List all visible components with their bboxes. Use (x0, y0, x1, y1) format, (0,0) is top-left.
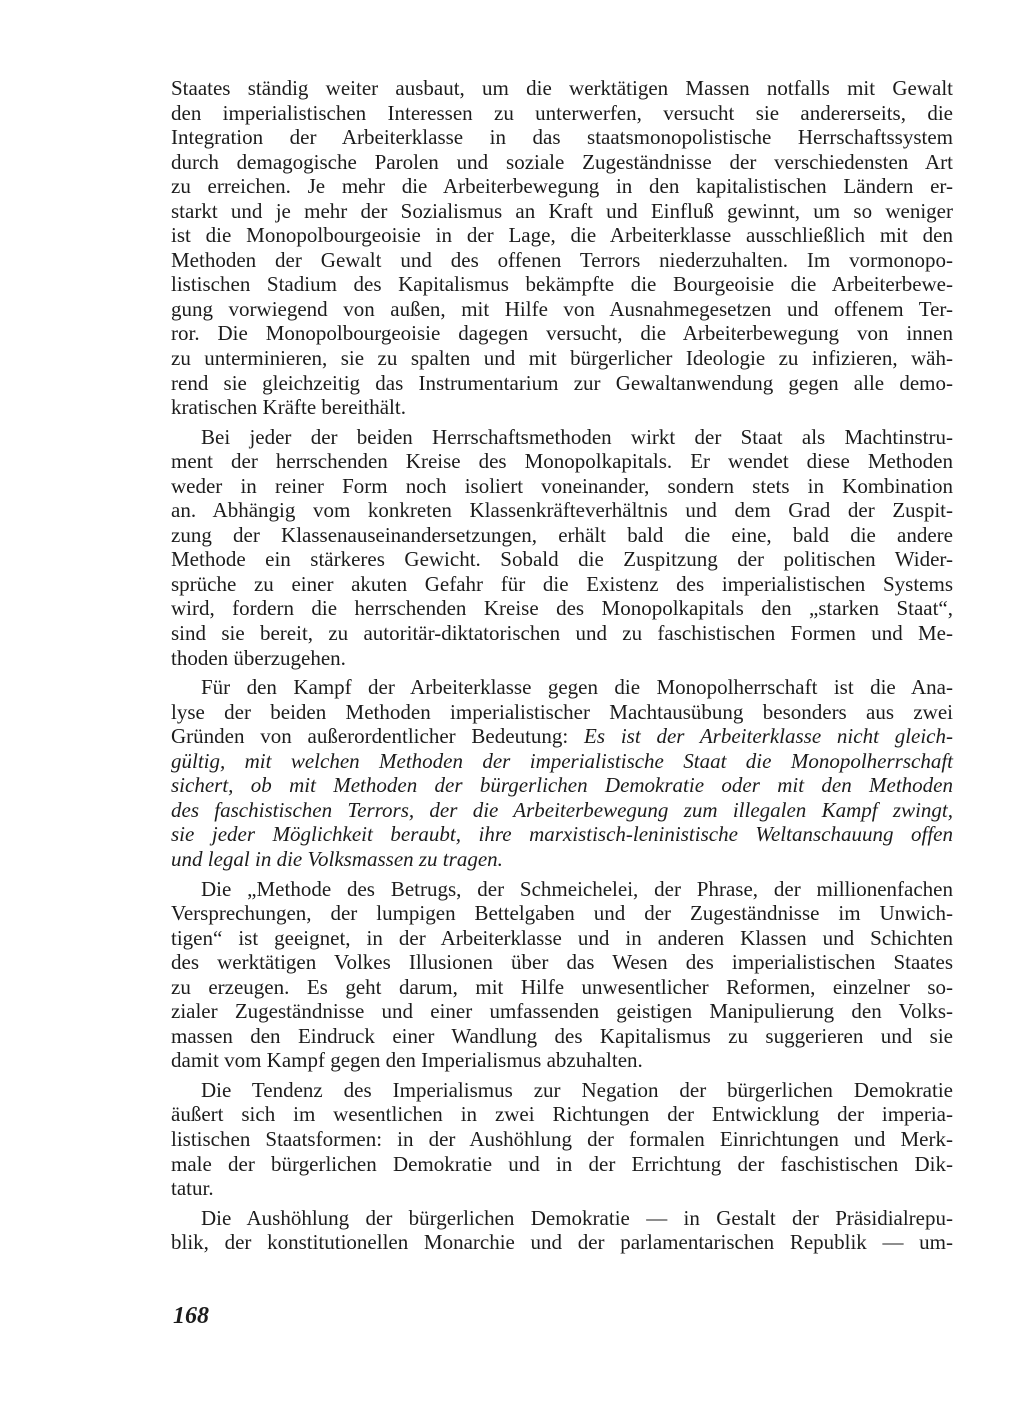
text-line: zialer Zugeständnisse und einer umfassenden geistigen Manipulierung den Volks- (171, 999, 953, 1024)
text-emphasis: Es ist der Arbeiterklasse nicht gleich- (584, 724, 953, 749)
text-line: massen den Eindruck einer Wandlung des Kapitalismus zu suggerieren und sie (171, 1023, 953, 1048)
paragraph-4 (171, 877, 953, 1073)
text-line: ror. Die Monopolbourgeoisie dagegen versucht, die Arbeiterbewegung von innen (171, 321, 953, 346)
text-line: listischen Stadium des Kapitalismus bekämpfte die Bourgeoisie die Arbeiterbewe- (171, 272, 953, 297)
text-line: zung der Klassenauseinandersetzungen, erhält bald die eine, bald die andere (171, 522, 953, 547)
text-line: Staates ständig weiter ausbaut, um die werktätigen Massen notfalls mit Gewalt (171, 76, 953, 100)
text-line: Integration der Arbeiterklasse in das staatsmonopolistische Herrschaftssystem (171, 125, 953, 150)
text-line: den imperialistischen Interessen zu unterwerfen, versucht sie andererseits, die (171, 100, 953, 125)
text-line-emphasis: sie jeder Möglichkeit beraubt, ihre marxistisch-leninistische Weltanschauung offen (171, 822, 953, 847)
text-line-mixed (171, 724, 953, 749)
text-regular: Gründen von außerordentlicher Bedeutung: (171, 724, 585, 749)
text-line-emphasis: gültig, mit welchen Methoden der imperialistische Staat die Monopolherrschaft (171, 748, 953, 773)
paragraph-3 (171, 675, 953, 871)
text-line: weder in reiner Form noch isoliert voneinander, sondern stets in Kombination (171, 473, 953, 498)
text-line: Methoden der Gewalt und des offenen Terrors niederzuhalten. Im vormonopo- (171, 247, 953, 272)
text-line: zu erreichen. Je mehr die Arbeiterbewegung in den kapitalistischen Ländern er- (171, 174, 953, 199)
text-line: tigen“ ist geeignet, in der Arbeiterklasse und in anderen Klassen und Schichten (171, 925, 953, 950)
text-line: damit vom Kampf gegen den Imperialismus abzuhalten. (171, 1048, 643, 1073)
text-line-emphasis: sichert, ob mit Methoden der bürgerlichen Demokratie oder mit den Methoden (171, 773, 953, 798)
text-line: tatur. (171, 1176, 214, 1201)
text-line: lyse der beiden Methoden imperialistischer Machtausübung besonders aus zwei (171, 699, 953, 724)
text-line: gung vorwiegend von außen, mit Hilfe von Ausnahmegesetzen und offenem Ter- (171, 296, 953, 321)
text-line: Die Aushöhlung der bürgerlichen Demokratie — in Gestalt der Präsidialrepu- (201, 1205, 953, 1230)
text-line: Die „Methode des Betrugs, der Schmeichelei, der Phrase, der millionenfachen (201, 876, 953, 901)
text-line: ist die Monopolbourgeoisie in der Lage, die Arbeiterklasse ausschließlich mit den (171, 223, 953, 248)
text-line: male der bürgerlichen Demokratie und in der Errichtung der faschistischen Dik- (171, 1151, 953, 1176)
text-line: Bei jeder der beiden Herrschaftsmethoden wirkt der Staat als Machtinstru- (201, 424, 953, 449)
text-line: Versprechungen, der lumpigen Bettelgaben und der Zugeständnisse im Unwich- (171, 901, 953, 926)
text-line: starkt und je mehr der Sozialismus an Kraft und Einfluß gewinnt, um so weniger (171, 198, 953, 223)
paragraph-5 (171, 1078, 953, 1201)
text-line: blik, der konstitutionellen Monarchie und der parlamentarischen Republik — um- (171, 1230, 953, 1255)
paragraph-6 (171, 1206, 953, 1255)
text-line: Methode ein stärkeres Gewicht. Sobald die Zuspitzung der politischen Wider- (171, 547, 953, 572)
text-line: sind sie bereit, zu autoritär-diktatorischen und zu faschistischen Formen und Me- (171, 621, 953, 646)
text-line-emphasis: des faschistischen Terrors, der die Arbeiterbewegung zum illegalen Kampf zwingt, (171, 797, 953, 822)
text-line: kratischen Kräfte bereithält. (171, 395, 406, 420)
text-line: Die Tendenz des Imperialismus zur Negation der bürgerlichen Demokratie (201, 1077, 953, 1102)
text-line: zu erzeugen. Es geht darum, mit Hilfe unwesentlicher Reformen, einzelner so- (171, 974, 953, 999)
page-number: 168 (173, 1303, 209, 1329)
paragraph-2 (171, 425, 953, 670)
text-line: äußert sich im wesentlichen in zwei Richtungen der Entwicklung der imperia- (171, 1102, 953, 1127)
page-text (171, 76, 953, 1255)
text-line: listischen Staatsformen: in der Aushöhlung der formalen Einrichtungen und Merk- (171, 1126, 953, 1151)
text-line: ment der herrschenden Kreise des Monopolkapitals. Er wendet diese Methoden (171, 449, 953, 474)
text-line: zu unterminieren, sie zu spalten und mit bürgerlicher Ideologie zu infizieren, wäh- (171, 346, 953, 371)
text-line: thoden überzugehen. (171, 645, 346, 670)
text-line: an. Abhängig vom konkreten Klassenkräfteverhältnis und dem Grad der Zuspit- (171, 498, 953, 523)
paragraph-1 (171, 76, 953, 420)
text-line: sprüche zu einer akuten Gefahr für die Existenz des imperialistischen Systems (171, 571, 953, 596)
text-line: wird, fordern die herrschenden Kreise des Monopolkapitals den „starken Staat“, (171, 596, 953, 621)
text-line: Für den Kampf der Arbeiterklasse gegen die Monopolherrschaft ist die Ana- (201, 675, 953, 700)
text-line: durch demagogische Parolen und soziale Zugeständnisse der verschiedensten Art (171, 149, 953, 174)
text-line-emphasis: und legal in die Volksmassen zu tragen. (171, 846, 503, 871)
text-line: rend sie gleichzeitig das Instrumentarium zur Gewaltanwendung gegen alle demo- (171, 370, 953, 395)
text-line: des werktätigen Volkes Illusionen über das Wesen des imperialistischen Staates (171, 950, 953, 975)
